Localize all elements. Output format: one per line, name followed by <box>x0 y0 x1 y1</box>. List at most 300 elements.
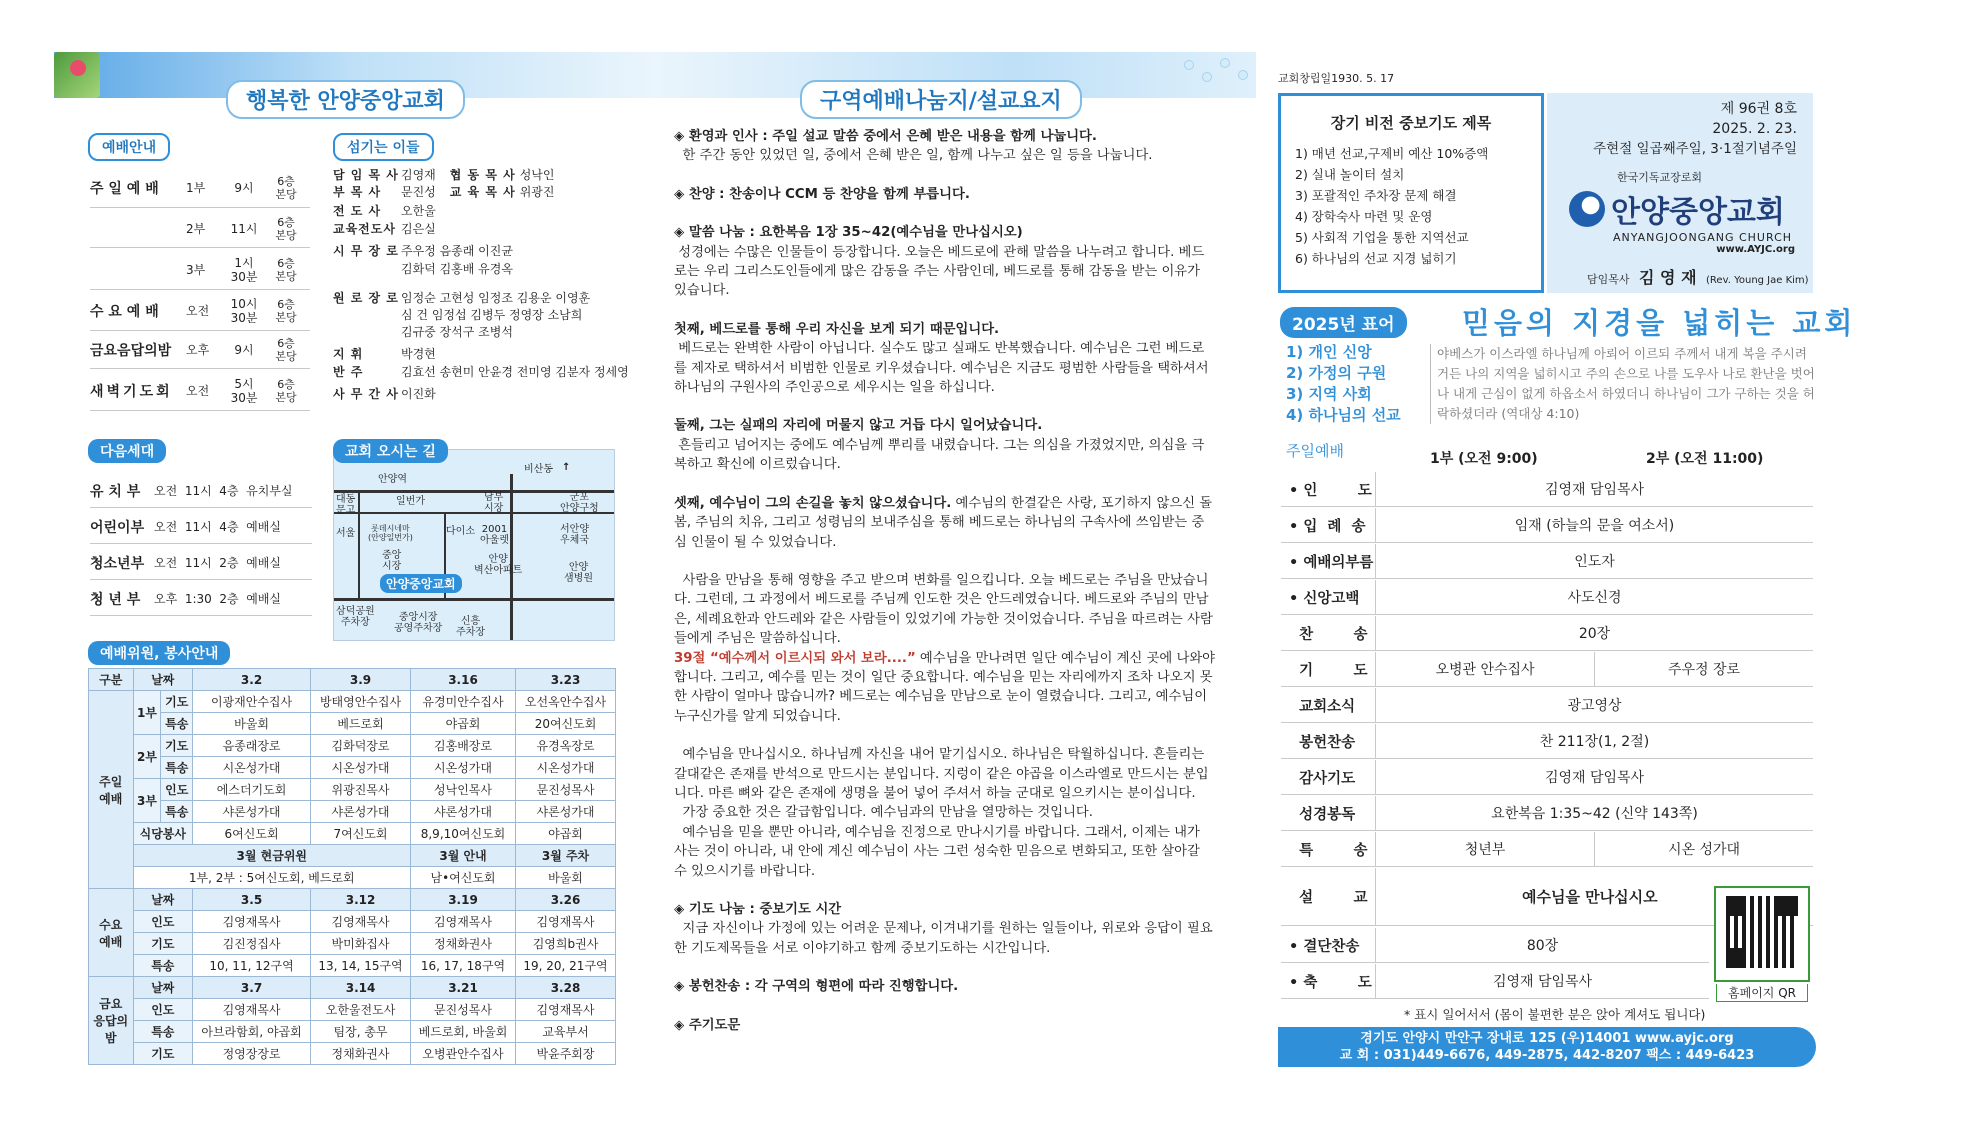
order-row <box>1281 724 1813 759</box>
table-header-cell: 3.21 <box>411 977 516 999</box>
flower-deco-icon <box>1202 72 1212 82</box>
table-row <box>89 757 616 779</box>
table-cell: 김화덕장로 <box>311 735 411 757</box>
order-row <box>1281 760 1813 795</box>
table-cell: 오선옥안수집사 <box>516 691 616 713</box>
worship-row <box>90 371 310 411</box>
standing-note: * 표시 일어서서 (몸이 불편한 분은 앉아 계셔도 됩니다) <box>1404 1007 1706 1022</box>
table-header-cell: 3.5 <box>193 889 311 911</box>
table-cell: 베드로회 <box>311 713 411 735</box>
table-cell: 아브라함회, 야곱회 <box>193 1021 311 1043</box>
worship-part: 3부 <box>186 263 206 277</box>
next-gen-row <box>90 546 312 580</box>
servant-names: 이진화 <box>401 387 436 401</box>
next-gen-label: 다음세대 <box>88 439 166 463</box>
flower-icon <box>70 60 86 76</box>
flower-deco-icon <box>1238 70 1248 80</box>
table-header-cell: 3.9 <box>311 669 411 691</box>
map-label-anyang-apt: 안양 벽산아파트 <box>474 554 523 576</box>
order-row <box>1281 472 1813 507</box>
servant-names: 주우정 음종래 이진균 <box>401 244 513 258</box>
table-cell: 방태영안수집사 <box>311 691 411 713</box>
kind-label: 기도 <box>161 735 193 757</box>
table-cell: 김영희b권사 <box>516 933 616 955</box>
table-row <box>89 801 616 823</box>
table-cell: 에스더기도회 <box>193 779 311 801</box>
table-cell: 시온성가대 <box>193 757 311 779</box>
table-row <box>89 889 616 911</box>
order-row <box>1281 508 1813 543</box>
table-header-cell: 3.26 <box>516 889 616 911</box>
servant-line <box>333 324 513 341</box>
order-key: 성경봉독 <box>1289 806 1356 823</box>
hand-image <box>54 52 100 98</box>
sermon-text: 예수님을 만나려면 일단 예수님이 계신 곳에 나와야 합니다. 그리고, 예수를 믿는 것이 일단 중요합니다. 예수님을 믿는 자리에까지 조차 나오지 못한 사람이 얼마나 많습니까? 베드로는 예수님을 만남으로 눈이 열렸습니다. 그리고, 예수님이 누구신가를 알게 되었습니다. <box>674 650 1216 724</box>
table-row <box>89 1021 616 1043</box>
table-cell: 박미화집사 <box>311 933 411 955</box>
table-header-cell: 구분 <box>89 669 134 691</box>
table-cell: 김진정집사 <box>193 933 311 955</box>
servant-line <box>333 386 436 403</box>
part-label: 3부 <box>133 779 161 823</box>
servant-names: 김효선 송현미 안윤경 전미영 김분자 정세영 <box>401 365 629 379</box>
map-label-nambu: 남부 시장 <box>484 492 504 514</box>
map-label-anyang-station: 안양역 <box>378 474 407 485</box>
servant-names: 임정순 고현성 임정조 김용운 이영훈 <box>401 291 591 305</box>
paragraph-gap <box>674 997 1216 1016</box>
servant-role: 시 무 장 로 <box>333 244 399 258</box>
table-cell: 19, 20, 21구역 <box>516 955 616 977</box>
sermon-paragraph <box>674 649 1216 727</box>
worship-info-label: 예배안내 <box>88 133 170 161</box>
sermon-paragraph: ◈ 주기도문 <box>674 1017 741 1033</box>
section-label: 수요 예배 <box>89 889 134 977</box>
table-cell: 6여신도회 <box>193 823 311 845</box>
table-cell: 8,9,10여신도회 <box>411 823 516 845</box>
issue-week: 주현절 일곱째주일, 3·1절기념주일 <box>1593 141 1797 157</box>
order-row <box>1281 832 1813 867</box>
order-row <box>1281 652 1813 687</box>
sermon-paragraph: ◈ 기도 나눔 : 중보기도 시간 <box>674 902 842 917</box>
servant-line <box>333 221 436 238</box>
sermon-paragraph: ◈ 환영과 인사 : 주일 설교 말씀 중에서 은혜 받은 내용을 함께 나눕니다. <box>674 129 1097 144</box>
sermon-paragraph <box>674 494 1216 552</box>
servant-role: 협 동 목 사 <box>449 168 516 182</box>
table-header-cell: 3.12 <box>311 889 411 911</box>
qr-code-icon <box>1726 896 1798 968</box>
table-cell: 유경옥장로 <box>516 735 616 757</box>
next-gen-name: 청 년 부 <box>90 591 141 608</box>
order-key: • 축 도 <box>1289 974 1372 991</box>
table-row <box>89 713 616 735</box>
order-value: 오병관 안수집사 <box>1375 652 1594 686</box>
servant-role: 원 로 장 로 <box>333 291 399 305</box>
order-key: 설 교 <box>1289 890 1368 906</box>
worship-part: 오후 <box>186 343 210 357</box>
issue-date: 2025. 2. 23. <box>1712 121 1797 137</box>
order-value: 광고영상 <box>1375 688 1813 722</box>
paragraph-gap <box>674 475 1216 494</box>
order-row <box>1281 544 1813 579</box>
sermon-paragraph: 한 주간 동안 있었던 일, 중에서 은혜 받은 일, 함께 나누고 싶은 일 등을 나눕니다. <box>674 148 1153 164</box>
sermon-point: 셋째, 예수님이 그의 손길을 놓치 않으셨습니다. <box>674 495 952 511</box>
worship-name: 금요음답의밤 <box>90 342 172 359</box>
paragraph-gap <box>674 301 1216 320</box>
order-key: • 입 례 송 <box>1289 518 1366 535</box>
staff-label: 예배위원, 봉사안내 <box>88 641 230 665</box>
worship-place: 6층 본당 <box>275 297 297 324</box>
servant-line <box>333 184 554 201</box>
table-cell: 시온성가대 <box>516 757 616 779</box>
order-value: 인도자 <box>1375 544 1813 578</box>
paragraph-gap <box>674 397 1216 416</box>
kind-label: 인도 <box>133 911 193 933</box>
table-cell: 김영재목사 <box>311 911 411 933</box>
table-cell: 정영장장로 <box>193 1043 311 1065</box>
order-row <box>1281 796 1813 831</box>
table-header-cell: 3.7 <box>193 977 311 999</box>
church-marker: 안양중앙교회 <box>380 574 462 593</box>
servant-role: 사 무 간 사 <box>333 387 399 401</box>
sermon-summary <box>674 127 1216 1035</box>
table-row <box>89 691 616 713</box>
church-map <box>333 449 615 641</box>
servant-role: 반 주 <box>333 365 364 379</box>
table-cell: 김홍배장로 <box>411 735 516 757</box>
map-label-2001: 2001 아울렛 <box>480 524 509 546</box>
pastor-name-en: (Rev. Young Jae Kim) <box>1706 275 1809 286</box>
worship-time: 1시 30분 <box>230 255 258 284</box>
next-gen-row <box>90 510 312 544</box>
table-row <box>89 735 616 757</box>
sermon-paragraph: ◈ 봉헌찬송 : 각 구역의 형편에 따라 진행합니다. <box>674 979 959 995</box>
order-part1: 1부 (오전 9:00) <box>1430 451 1538 467</box>
part-label: 1부 <box>133 691 161 735</box>
worship-part: 오전 <box>186 304 210 318</box>
order-value: 김영재 담임목사 <box>1375 472 1813 506</box>
next-gen-row <box>90 582 312 616</box>
table-header-cell: 3.19 <box>411 889 516 911</box>
worship-place: 6층 본당 <box>275 174 297 201</box>
servant-role: 전 도 사 <box>333 204 382 218</box>
table-cell: 정채화권사 <box>311 1043 411 1065</box>
kind-label: 특송 <box>133 955 193 977</box>
next-gen-info: 오전 11시 2층 예배실 <box>154 556 281 570</box>
table-cell: 샤론성가대 <box>193 801 311 823</box>
kind-label: 기도 <box>133 1043 193 1065</box>
order-row <box>1281 688 1813 723</box>
issue-box <box>1547 93 1813 293</box>
worship-row <box>90 291 310 331</box>
footer-contact <box>1278 1027 1816 1067</box>
worship-row <box>90 250 310 290</box>
map-label-daiso: 다이소 <box>446 526 475 537</box>
table-header-cell: 날짜 <box>133 977 193 999</box>
table-header-cell: 날짜 <box>133 669 193 691</box>
table-cell: 16, 17, 18구역 <box>411 955 516 977</box>
vision-box <box>1278 93 1544 293</box>
next-gen-name: 어린이부 <box>90 519 145 536</box>
order-key: • 결단찬송 <box>1289 938 1360 955</box>
left-page-title: 행복한 안양중앙교회 <box>226 80 465 119</box>
kind-label: 기도 <box>133 933 193 955</box>
order-value: 김영재 담임목사 <box>1375 760 1813 794</box>
order-key: 감사기도 <box>1289 770 1356 787</box>
servant-role: 지 휘 <box>333 347 364 361</box>
table-cell: 오병관안수집사 <box>411 1043 516 1065</box>
kind-label: 인도 <box>161 779 193 801</box>
worship-name: 새벽기도회 <box>90 383 173 400</box>
sermon-paragraph: 예수님을 믿을 뿐만 아니라, 예수님을 진정으로 만나시기를 바랍니다. 그래서, 이제는 내가 사는 것이 아니라, 내 안에 계신 예수님이 사는 그런 성숙한 믿음으로 변화되고, 또한 살아갈 수 있으시기를 바랍니다. <box>674 824 1205 879</box>
next-gen-name: 유 치 부 <box>90 483 141 500</box>
sermon-paragraph: 성경에는 수많은 인물들이 등장합니다. 오늘은 베드로에 관해 말씀을 나누려고 합니다. 베드로는 우리 그리스도인들에게 많은 감동을 주는 사람인데, 베드로를 통해 감동을 받는 이유가 있습니다. <box>674 244 1205 299</box>
order-row <box>1281 616 1813 651</box>
table-row <box>89 1043 616 1065</box>
vision-item: 3) 포괄적인 주차장 문제 해결 <box>1295 188 1457 203</box>
kind-label: 특송 <box>161 757 193 779</box>
order-value: 80장 <box>1375 928 1709 962</box>
table-header-cell: 날짜 <box>133 889 193 911</box>
servant-line <box>333 307 582 324</box>
map-label-north: 비산동 <box>524 464 553 475</box>
next-gen-info: 오전 11시 4층 예배실 <box>154 520 281 534</box>
order-value: 시온 성가대 <box>1594 832 1813 866</box>
kind-label: 특송 <box>161 713 193 735</box>
worship-place: 6층 본당 <box>275 336 297 363</box>
worship-part: 2부 <box>186 222 206 236</box>
order-value: 요한복음 1:35~42 (신약 143쪽) <box>1375 796 1813 830</box>
paragraph-gap <box>674 958 1216 977</box>
paragraph-gap <box>674 552 1216 571</box>
vision-item: 6) 하나님의 선교 지경 넓히기 <box>1295 251 1457 266</box>
sermon-title: 예수님을 만나십시오 <box>1375 868 1813 925</box>
founded-date: 교회창립일1930. 5. 17 <box>1278 72 1395 85</box>
table-cell: 성낙인목사 <box>411 779 516 801</box>
table-cell: 10, 11, 12구역 <box>193 955 311 977</box>
order-key: • 예배의부름 <box>1289 554 1374 571</box>
table-cell: 시온성가대 <box>411 757 516 779</box>
sermon-paragraph: 둘째, 그는 실패의 자리에 머물지 않고 거듭 다시 일어났습니다. <box>674 418 1043 434</box>
church-name: 안양중앙교회 <box>1611 195 1785 230</box>
kind-label: 특송 <box>161 801 193 823</box>
servant-names: 성낙인 <box>519 168 555 182</box>
middle-page-title: 구역예배나눔지/설교요지 <box>800 80 1082 119</box>
order-value: 주우정 장로 <box>1594 652 1813 686</box>
order-row <box>1281 928 1709 963</box>
worship-row <box>90 168 310 208</box>
order-key: • 신앙고백 <box>1289 590 1360 607</box>
table-cell: 바울회 <box>193 713 311 735</box>
table-cell: 샤론성가대 <box>311 801 411 823</box>
kind-label: 기도 <box>161 691 193 713</box>
part-label: 2부 <box>133 735 161 779</box>
table-cell: 김영재목사 <box>193 999 311 1021</box>
worship-row <box>90 331 310 369</box>
sermon-paragraph: ◈ 말씀 나눔 : 요한복음 1장 35~42(예수님을 만나십시오) <box>674 225 1023 241</box>
servant-names: 김은실 <box>401 222 436 236</box>
order-value: 찬 211장(1, 2절) <box>1375 724 1813 758</box>
order-key: 기 도 <box>1289 662 1368 679</box>
table-cell: 김영재목사 <box>516 999 616 1021</box>
table-row <box>89 845 616 867</box>
table-header-cell: 3.16 <box>411 669 516 691</box>
servant-names: 김영재 <box>401 168 436 182</box>
servant-line <box>333 290 590 307</box>
motto-item: 4) 하나님의 선교 <box>1286 406 1401 424</box>
table-cell: 베드로회, 바울회 <box>411 1021 516 1043</box>
servant-line <box>333 243 513 260</box>
section-label: 금요 응답의 밤 <box>89 977 134 1065</box>
sermon-paragraph: 예수님을 만나십시오. 하나님께 자신을 내어 맡기십시오. 하나님은 탁월하십니다. 흔들리는 갈대같은 존재를 반석으로 만드시는 분입니다. 지렁이 같은 야곱을 이스라엘로 만드시는 분입니다. 마른 뼈와 같은 존재에 생명을 불어 넣어 주셔서 하늘 군대로 일으키시는 분이십니다. <box>674 747 1209 801</box>
servant-names: 김화덕 김홍배 유경옥 <box>401 262 513 276</box>
year-motto-label: 2025년 표어 <box>1280 307 1407 338</box>
church-name-en: ANYANGJOONGANG CHURCH <box>1613 231 1793 244</box>
order-value: 사도신경 <box>1375 580 1813 614</box>
table-row <box>89 779 616 801</box>
table-cell: 김영재목사 <box>516 911 616 933</box>
table-row <box>89 669 616 691</box>
table-cell: 샤론성가대 <box>411 801 516 823</box>
paragraph-gap <box>674 726 1216 745</box>
table-row <box>89 911 616 933</box>
table-cell: 오한울전도사 <box>311 999 411 1021</box>
map-label-jungang: 중앙 시장 <box>382 550 402 572</box>
footer-phone: 교 회 : 031)449-6676, 449-2875, 442-8207 팩스 : 449-6423 <box>1339 1048 1755 1063</box>
vision-title: 장기 비전 중보기도 제목 <box>1330 114 1492 132</box>
table-cell: 위광진목사 <box>311 779 411 801</box>
vision-item: 2) 실내 놀이터 설치 <box>1295 167 1405 182</box>
servant-role: 교 육 목 사 <box>449 185 516 199</box>
table-cell: 김영재목사 <box>193 911 311 933</box>
order-key: 특 송 <box>1289 842 1368 859</box>
kind-label: 인도 <box>133 999 193 1021</box>
table-cell: 시온성가대 <box>311 757 411 779</box>
next-gen-info: 오전 11시 4층 유치부실 <box>154 484 293 498</box>
footer-address: 경기도 안양시 만안구 장내로 125 (우)14001 www.ayjc.org <box>1360 1031 1734 1046</box>
table-cell: 박윤주회장 <box>516 1043 616 1065</box>
sermon-text: 예수님의 한결같은 사랑, 포기하지 않으신 돌봄, 주님의 치유, 그리고 성령님의 보내주심을 통해 베드로는 하나님의 구속사에 쓰임받는 중심 인물이 될 수 있었습니다. <box>674 495 1213 550</box>
worship-name: 수 요 예 배 <box>90 303 159 320</box>
table-cell: 1부, 2부 : 5여신도회, 베드로회 <box>133 867 410 889</box>
worship-time: 9시 <box>234 180 254 195</box>
servant-names: 심 건 임정섭 김병두 정영장 소남희 <box>401 308 583 322</box>
servant-names: 문진성 <box>401 185 436 199</box>
table-cell: 정채화권사 <box>411 933 516 955</box>
servant-role: 담 임 목 사 <box>333 168 399 182</box>
servant-line <box>333 167 554 184</box>
worship-row <box>90 210 310 248</box>
table-row <box>89 867 616 889</box>
issue-number: 제 96권 8호 <box>1720 101 1797 117</box>
order-value: 20장 <box>1375 616 1813 650</box>
next-gen-info: 오후 1:30 2층 예배실 <box>154 592 282 606</box>
sermon-paragraph: 사람을 만남을 통해 영향을 주고 받으며 변화를 일으킵니다. 오늘 베드로는 주님을 만났습니다. 그런데, 그 과정에서 베드로를 주님께 인도한 것은 안드레였습니다. 베드로와 주님의 만남은, 세례요한과 안드레와 같은 사람들이 있었기에 가능한 것이었습니다. 주님을 따르려는 사람들에게 주님은 말씀하십니다. <box>674 572 1213 647</box>
servant-role: 부 목 사 <box>333 185 382 199</box>
table-header-cell: 3.23 <box>516 669 616 691</box>
sermon-paragraph: 지금 자신이나 가정에 있는 어려운 문제나, 이겨내기를 원하는 일들이나, 위로와 응답이 필요한 기도제목들을 서로 이야기하고 함께 중보기도하는 시간입니다. <box>674 921 1213 956</box>
pastor-name: 김 영 재 <box>1639 268 1697 287</box>
worship-place: 6층 본당 <box>275 215 297 242</box>
flower-deco-icon <box>1220 58 1230 68</box>
map-label: 교회 오시는 길 <box>333 439 448 463</box>
servant-role: 교육전도사 <box>333 222 396 236</box>
vision-item: 4) 장학숙사 마련 및 운영 <box>1295 209 1433 224</box>
sermon-paragraph: 흔들리고 넘어지는 중에도 예수님께 뿌리를 내렸습니다. 그는 의심을 가졌었지만, 의심을 극복하고 확신에 이르렀습니다. <box>674 437 1205 473</box>
order-value: 청년부 <box>1375 832 1594 866</box>
worship-name: 주 일 예 배 <box>90 180 159 197</box>
table-row <box>89 955 616 977</box>
table-cell: 유경미안수집사 <box>411 691 516 713</box>
order-key: • 인 도 <box>1289 482 1372 499</box>
motto-item: 3) 지역 사회 <box>1286 385 1372 403</box>
order-label: 주일예배 <box>1286 442 1344 460</box>
sermon-verse: 39절 “예수께서 이르시되 와서 보라....” <box>674 650 916 666</box>
servant-line <box>333 261 513 278</box>
map-label-sinheung: 신흥 주차장 <box>456 616 485 638</box>
map-label-seoan: 서안양 우체국 <box>560 524 589 546</box>
motto-verse: 야베스가 이스라엘 하나님께 아뢰어 이르되 주께서 내게 복을 주시려거든 나의 지역을 넓히시고 주의 손으로 나를 도우사 나로 환난을 벗어나 내게 근심이 없게 하옵소서 하였더니 하나님이 그가 구하는 것을 허락하셨더라 (역대상 4:10) <box>1430 344 1816 424</box>
table-cell: 샤론성가대 <box>516 801 616 823</box>
sermon-paragraph: 첫째, 베드로를 통해 우리 자신을 보게 되기 때문입니다. <box>674 321 1000 337</box>
worship-time: 5시 30분 <box>230 376 258 405</box>
table-cell: 이광재안수집사 <box>193 691 311 713</box>
table-cell: 야곱회 <box>516 823 616 845</box>
servant-names: 위광진 <box>519 185 555 199</box>
order-key: 찬 송 <box>1289 626 1368 643</box>
order-value: 김영재 담임목사 <box>1375 964 1709 998</box>
table-cell: 13, 14, 15구역 <box>311 955 411 977</box>
paragraph-gap <box>674 881 1216 900</box>
map-label-gungun: 군포 안양구청 <box>560 492 599 514</box>
table-cell: 바울회 <box>516 867 616 889</box>
table-row <box>89 999 616 1021</box>
church-website[interactable]: www.AYJC.org <box>1716 244 1795 255</box>
next-gen-name: 청소년부 <box>90 555 145 572</box>
servant-names: 오한울 <box>401 204 436 218</box>
map-label-seoul: 서울 <box>336 528 356 539</box>
map-label-daedong: 대동 문고 <box>336 494 356 516</box>
map-label-hospital: 안양 샘병원 <box>564 562 593 584</box>
table-row <box>89 933 616 955</box>
church-logo-icon <box>1569 191 1605 227</box>
worship-part: 오전 <box>186 384 210 398</box>
staff-table <box>88 668 616 1065</box>
table-cell: 김영재목사 <box>411 911 516 933</box>
flower-deco-icon <box>1184 60 1194 70</box>
paragraph-gap <box>674 166 1216 185</box>
servant-names: 박경현 <box>401 347 436 361</box>
worship-place: 6층 본당 <box>275 256 297 283</box>
map-label-ilbeon: 일번가 <box>396 496 425 507</box>
vision-item: 5) 사회적 기업을 통한 지역선교 <box>1295 230 1469 245</box>
worship-time: 10시 30분 <box>230 296 258 325</box>
homepage-qr[interactable] <box>1714 886 1810 982</box>
denomination: 한국기독교장로회 <box>1617 171 1703 184</box>
table-cell: 팀장, 총무 <box>311 1021 411 1043</box>
vision-item: 1) 매년 선교,구제비 예산 10%증액 <box>1295 146 1489 161</box>
order-part2: 2부 (오전 11:00) <box>1646 451 1764 467</box>
servant-line <box>333 203 436 220</box>
order-key: 봉헌찬송 <box>1289 734 1356 751</box>
worship-time: 11시 <box>230 221 258 236</box>
table-cell: 교육부서 <box>516 1021 616 1043</box>
order-row <box>1281 580 1813 615</box>
servant-line <box>333 346 436 363</box>
table-cell: 20여신도회 <box>516 713 616 735</box>
table-row <box>89 823 616 845</box>
qr-label: 홈페이지 QR <box>1716 984 1808 1002</box>
order-value: 임재 (하늘의 문을 여소서) <box>1375 508 1813 542</box>
